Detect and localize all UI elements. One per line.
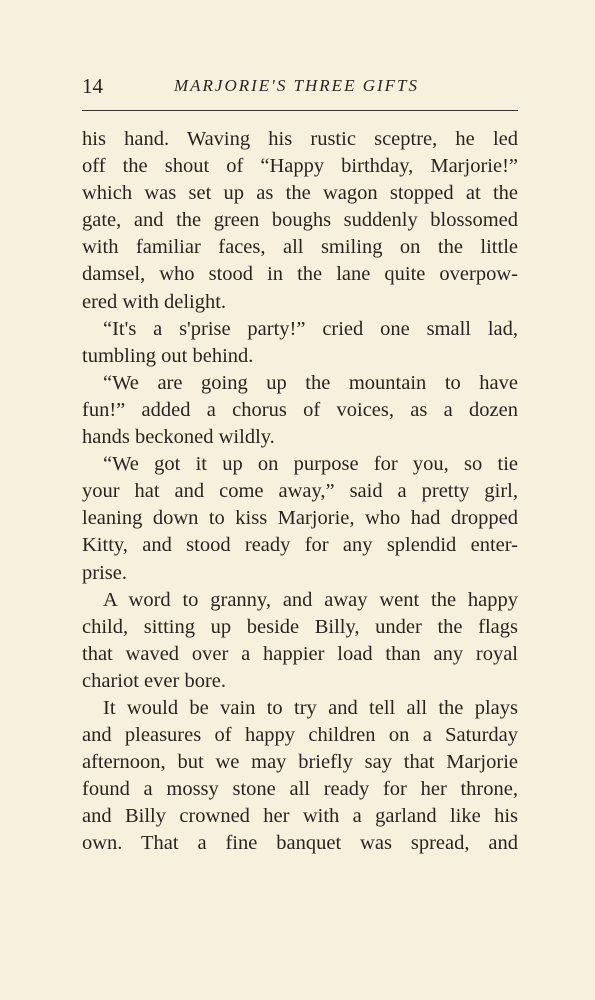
text-line: leaning down to kiss Marjorie, who had dropped [82,507,518,530]
text-line: tumbling out behind. [82,344,254,367]
text-line: which was set up as the wagon stopped at the [82,182,518,205]
page-header [82,70,518,104]
text-line: damsel, who stood in the lane quite overpow- [82,263,518,286]
running-title: MARJORIE'S THREE GIFTS [174,76,419,95]
text-line: your hat and come away,” said a pretty girl, [82,480,518,503]
text-line: ered with delight. [82,290,227,313]
text-line: found a mossy stone all ready for her throne, [82,778,518,801]
text-line: A word to granny, and away went the happy [103,588,518,611]
text-line: and Billy crowned her with a garland like his [82,805,518,828]
header-rule [82,110,518,111]
text-line: “We are going up the mountain to have [103,371,518,394]
text-line: “We got it up on purpose for you, so tie [103,453,518,476]
text-line: Kitty, and stood ready for any splendid enter- [82,534,518,557]
text-line: that waved over a happier load than any royal [82,642,518,665]
text-line: prise. [82,561,127,584]
text-line: afternoon, but we may briefly say that Marjorie [82,751,518,774]
text-line: off the shout of “Happy birthday, Marjorie!” [82,155,518,178]
body-text [82,126,518,858]
text-line: his hand. Waving his rustic sceptre, he led [82,128,518,150]
page-number: 14 [82,74,103,98]
text-line: hands beckoned wildly. [82,426,275,449]
text-line: own. That a fine banquet was spread, and [82,832,518,855]
text-line: and pleasures of happy children on a Saturday [82,724,518,747]
text-line: fun!” added a chorus of voices, as a dozen [82,398,518,421]
text-line: with familiar faces, all smiling on the little [82,236,518,259]
text-line: It would be vain to try and tell all the plays [103,696,518,719]
text-line: “It's a s'prise party!” cried one small lad, [103,317,518,340]
text-line: chariot ever bore. [82,669,226,692]
text-line: child, sitting up beside Billy, under the flags [82,615,518,638]
text-line: gate, and the green boughs suddenly blossomed [82,209,518,232]
